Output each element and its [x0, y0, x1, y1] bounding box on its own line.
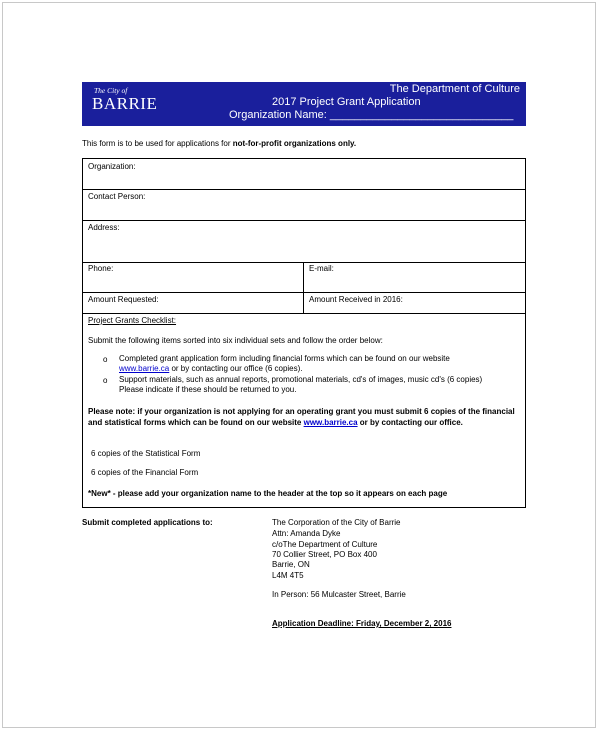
city-logo: [92, 86, 172, 122]
bullet-icon: o: [103, 355, 108, 364]
address-field[interactable]: Address:: [88, 223, 120, 232]
item1-line2: [119, 364, 450, 374]
please-note: [88, 407, 524, 428]
form-column-divider: [303, 262, 304, 313]
financial-form-copies: 6 copies of the Financial Form: [91, 468, 199, 477]
website-link[interactable]: www.barrie.ca: [119, 364, 170, 373]
amount-requested-field[interactable]: Amount Requested:: [88, 295, 159, 304]
checklist-intro: Submit the following items sorted into six individual sets and follow the order below:: [88, 336, 383, 345]
address-line: c/oThe Department of Culture: [272, 540, 378, 549]
intro-plain: This form is to be used for applications for: [82, 139, 233, 148]
submit-label: Submit completed applications to:: [82, 518, 213, 527]
checklist-item-1: [119, 354, 450, 374]
new-header-note: *New* - please add your organization name to the header at the top so it appears on each page: [88, 489, 448, 498]
item2-line2: Please indicate if these should be returned to you.: [119, 385, 297, 394]
email-field[interactable]: E-mail:: [309, 264, 334, 273]
org-name-label: Organization Name:: [229, 109, 327, 121]
form-divider: [83, 220, 525, 221]
contact-person-field[interactable]: Contact Person:: [88, 192, 146, 201]
department-title: The Department of Culture: [389, 83, 520, 95]
organization-field[interactable]: Organization:: [88, 162, 136, 171]
logo-top-text: The City of: [94, 86, 128, 95]
header-banner: [82, 82, 526, 126]
address-line: Attn: Amanda Dyke: [272, 529, 341, 538]
bullet-icon: o: [103, 376, 108, 385]
item1-line1: Completed grant application form including financial forms which can be found on our website: [119, 354, 450, 363]
form-divider: [83, 292, 525, 293]
form-divider: [83, 189, 525, 190]
note-website-link[interactable]: www.barrie.ca: [303, 417, 358, 427]
address-line: L4M 4T5: [272, 571, 304, 580]
application-form: [82, 158, 526, 508]
form-divider: [83, 313, 525, 314]
application-deadline: Application Deadline: Friday, December 2, 2016: [272, 619, 452, 628]
amount-received-field[interactable]: Amount Received in 2016:: [309, 295, 403, 304]
note-suffix: or by contacting our office.: [357, 417, 463, 427]
in-person-address: In Person: 56 Mulcaster Street, Barrie: [272, 590, 406, 599]
address-line: Barrie, ON: [272, 560, 310, 569]
address-line: The Corporation of the City of Barrie: [272, 518, 401, 527]
org-name-blank[interactable]: ______________________________: [329, 109, 514, 121]
form-divider: [83, 262, 525, 263]
phone-field[interactable]: Phone:: [88, 264, 114, 273]
address-line: 70 Collier Street, PO Box 400: [272, 550, 377, 559]
item2-line1: Support materials, such as annual reports, promotional materials, cd's of images, music cd's (6 copies): [119, 375, 483, 384]
checklist-item-2: [119, 375, 482, 395]
intro-bold: not-for-profit organizations only.: [232, 139, 357, 148]
statistical-form-copies: 6 copies of the Statistical Form: [91, 449, 201, 458]
organization-name-line: [229, 109, 513, 121]
note-prefix: Please note: if your organization is not applying for an operating grant you must submit 6 copies of the financial and statistical forms which can be found on our website: [88, 407, 515, 427]
project-title: 2017 Project Grant Application: [272, 96, 421, 108]
intro-text: [82, 139, 356, 148]
logo-main-text: BARRIE: [92, 94, 158, 113]
item1-line2-rest: or by contacting our office (6 copies).: [169, 364, 303, 373]
checklist-title: Project Grants Checklist:: [88, 316, 177, 325]
